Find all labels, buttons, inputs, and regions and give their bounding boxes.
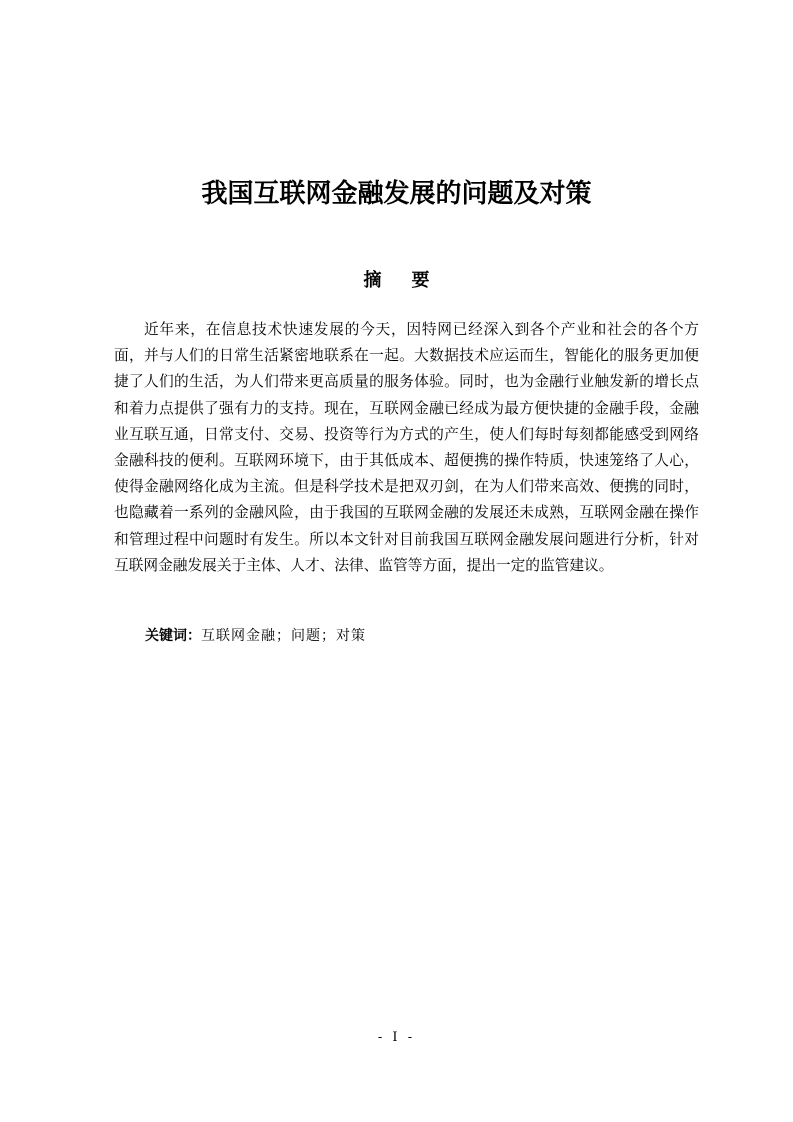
keywords-value: 互联网金融；问题；对策: [201, 628, 366, 644]
keywords-label: 关键词：: [145, 628, 201, 644]
document-title: 我国互联网金融发展的问题及对策: [201, 179, 592, 209]
keywords-line: [145, 624, 695, 649]
abstract-body: 近年来，在信息技术快速发展的今天，因特网已经深入到各个产业和社会的各个方面，并与人们的日常生活紧密地联系在一起。大数据技术应运而生，智能化的服务更加便捷了人们的生活，为人们带来更高质量的服务体验。同时，也为金融行业触发新的增长点和着力点提供了强有力的支持。现在，互联网金融已经成为最方便快捷的金融手段，金融业互联互通，日常支付、交易、投资等行为方式的产生，使人们每时每刻都能感受到网络金融科技的便利。互联网环境下，由于其低成本、超便携的操作特质，快速笼络了人心，使得金融网络化成为主流。但是科学技术是把双刃剑，在为人们带来高效、便携的同时，也隐藏着一系列的金融风险，由于我国的互联网金融的发展还未成熟，互联网金融在操作和管理过程中问题时有发生。所以本文针对目前我国互联网金融发展问题进行分析，针对互联网金融发展关于主体、人才、法律、监管等方面，提出一定的监管建议。: [114, 321, 699, 574]
page-number: - I -: [377, 1030, 416, 1045]
abstract-heading: 摘要: [363, 270, 460, 291]
